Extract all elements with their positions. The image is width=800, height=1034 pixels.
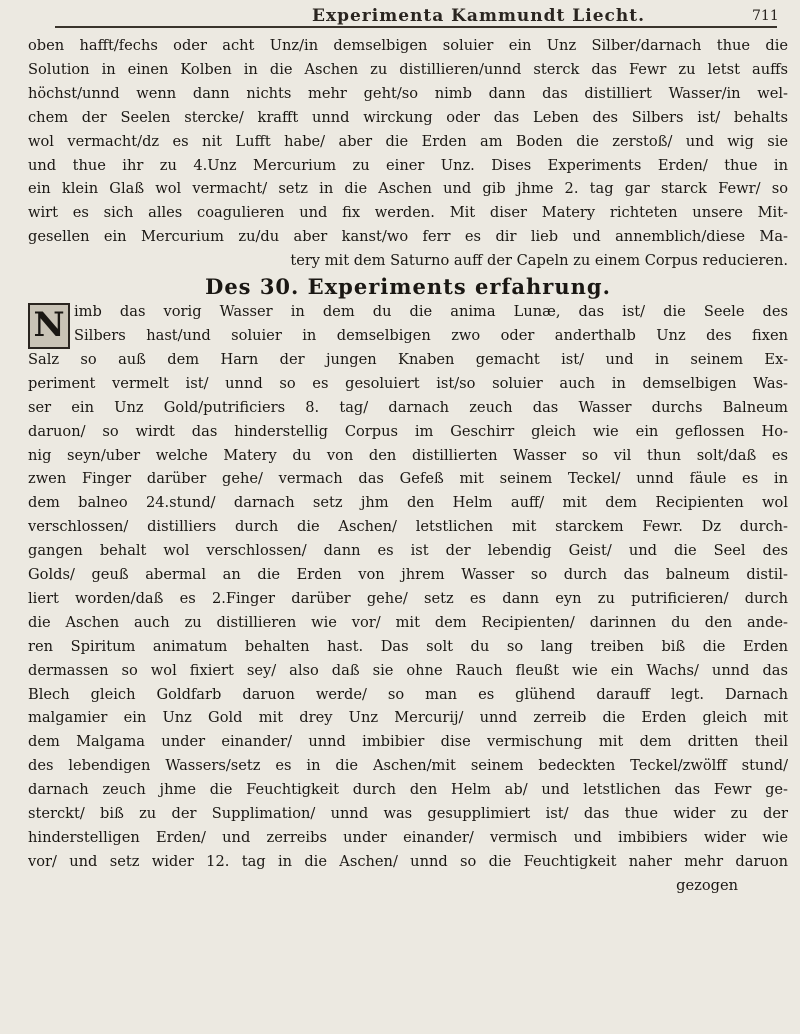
text-line: dem balneo 24.stund/ darnach setz jhm den Helm auff/ mit dem Recipienten wol	[28, 494, 788, 512]
text-line: Blech gleich Goldfarb daruon werde/ so man es glühend darauff legt. Darnach	[28, 685, 788, 703]
text-line: verschlossen/ distilliers durch die Aschen/ letstlichen mit starckem Fewr. Dz durch-	[28, 518, 788, 536]
text-line: die Aschen auch zu distillieren wie vor/ mit dem Recipienten/ darinnen du den ande-	[28, 613, 788, 631]
text-line: zwen Finger darüber gehe/ vermach das Gefeß mit seinem Teckel/ unnd fäule es in	[28, 470, 788, 488]
text-line: ein klein Glaß wol vermacht/ setz in die Aschen und gib jhme 2. tag gar starck Fewr/ so	[28, 180, 788, 198]
text-line: vor/ und setz wider 12. tag in die Aschen/ unnd so die Feuchtigkeit naher mehr daruon	[28, 852, 788, 870]
text-line: wol vermacht/dz es nit Lufft habe/ aber die Erden am Boden die zerstoß/ und wig sie	[28, 132, 788, 150]
text-line: darnach zeuch jhme die Feuchtigkeit durch den Helm ab/ und letstlichen das Fewr ge-	[28, 781, 788, 799]
text-line: sterckt/ biß zu der Supplimation/ unnd was gesupplimiert ist/ das thue wider zu der	[28, 805, 788, 823]
text-line: liert worden/daß es 2.Finger darüber gehe/ setz es dann eyn zu putrificieren/ durch	[28, 589, 788, 607]
page-number: 711	[752, 8, 779, 24]
text-line: Salz so auß dem Harn der jungen Knaben gemacht ist/ und in seinem Ex-	[28, 350, 788, 368]
text-line: periment vermelt ist/ unnd so es gesoluiert ist/so soluier auch in demselbigen Was-	[28, 374, 788, 392]
text-line: und thue ihr zu 4.Unz Mercurium zu einer Unz. Dises Experiments Erden/ thue in	[28, 156, 788, 174]
text-line: des lebendigen Wassers/setz es in die Aschen/mit seinem bedeckten Teckel/zwölff stund/	[28, 757, 788, 775]
text-line: Silbers hast/und soluier in demselbigen zwo oder anderthalb Unz des fixen	[74, 326, 788, 344]
paragraph-1	[28, 34, 788, 273]
text-line: imb das vorig Wasser in dem du die anima Lunæ, das ist/ die Seele des	[74, 303, 788, 321]
text-line: gangen behalt wol verschlossen/ dann es ist der lebendig Geist/ und die Seel des	[28, 542, 788, 560]
text-line: Solution in einen Kolben in die Aschen zu distillieren/unnd sterck das Fewr zu letst auffs	[28, 60, 788, 78]
catchword-row	[28, 874, 788, 898]
drop-cap-initial: N	[28, 303, 70, 349]
text-line: malgamier ein Unz Gold mit drey Unz Mercurij/ unnd zerreib die Erden gleich mit	[28, 709, 788, 727]
text-line: chem der Seelen stercke/ krafft unnd wirckung oder das Leben des Silbers ist/ behalts	[28, 108, 788, 126]
running-head: Experimenta Kammundt Liecht.	[312, 6, 646, 26]
section-heading: Des 30. Experiments erfahrung.	[205, 274, 611, 300]
text-line: oben hafft/fechs oder acht Unz/in demselbigen soluier ein Unz Silber/darnach thue die	[28, 37, 788, 54]
paragraph-2	[28, 300, 788, 874]
text-line: dermassen so wol fixiert sey/ also daß sie ohne Rauch fleußt wie ein Wachs/ unnd das	[28, 661, 788, 679]
catchword: gezogen	[676, 876, 738, 894]
text-line: nig seyn/uber welche Matery du von den distillierten Wasser so vil thun solt/daß es	[28, 446, 788, 464]
text-line: ren Spiritum animatum behalten hast. Das solt du so lang treiben biß die Erden	[28, 637, 788, 655]
text-line: ser ein Unz Gold/putrificiers 8. tag/ darnach zeuch das Wasser durchs Balneum	[28, 398, 788, 416]
text-line: tery mit dem Saturno auff der Capeln zu einem Corpus reducieren.	[290, 252, 788, 270]
paragraph-2-lines	[28, 348, 788, 874]
main-text	[28, 34, 788, 898]
header-rule	[55, 26, 777, 28]
text-line: dem Malgama under einander/ unnd imbibier dise vermischung mit dem dritten theil	[28, 733, 788, 751]
text-line: gesellen ein Mercurium zu/du aber kanst/wo ferr es dir lieb und annemblich/diese Ma-	[28, 228, 788, 246]
text-line: Golds/ geuß abermal an die Erden von jhrem Wasser so durch das balneum distil-	[28, 566, 788, 584]
text-line: daruon/ so wirdt das hinderstellig Corpus im Geschirr gleich wie ein geflossen Ho-	[28, 422, 788, 440]
paragraph-2-indented-lines	[28, 300, 788, 348]
text-line: wirt es sich alles coagulieren und fix werden. Mit diser Matery richteten unsere Mit-	[28, 204, 788, 222]
text-line: hinderstelligen Erden/ und zerreibs under einander/ vermisch und imbibiers wider wie	[28, 829, 788, 846]
page-header	[50, 2, 780, 28]
text-line: höchst/unnd wenn dann nichts mehr geht/so nimb dann das distilliert Wasser/in wel-	[28, 84, 788, 102]
